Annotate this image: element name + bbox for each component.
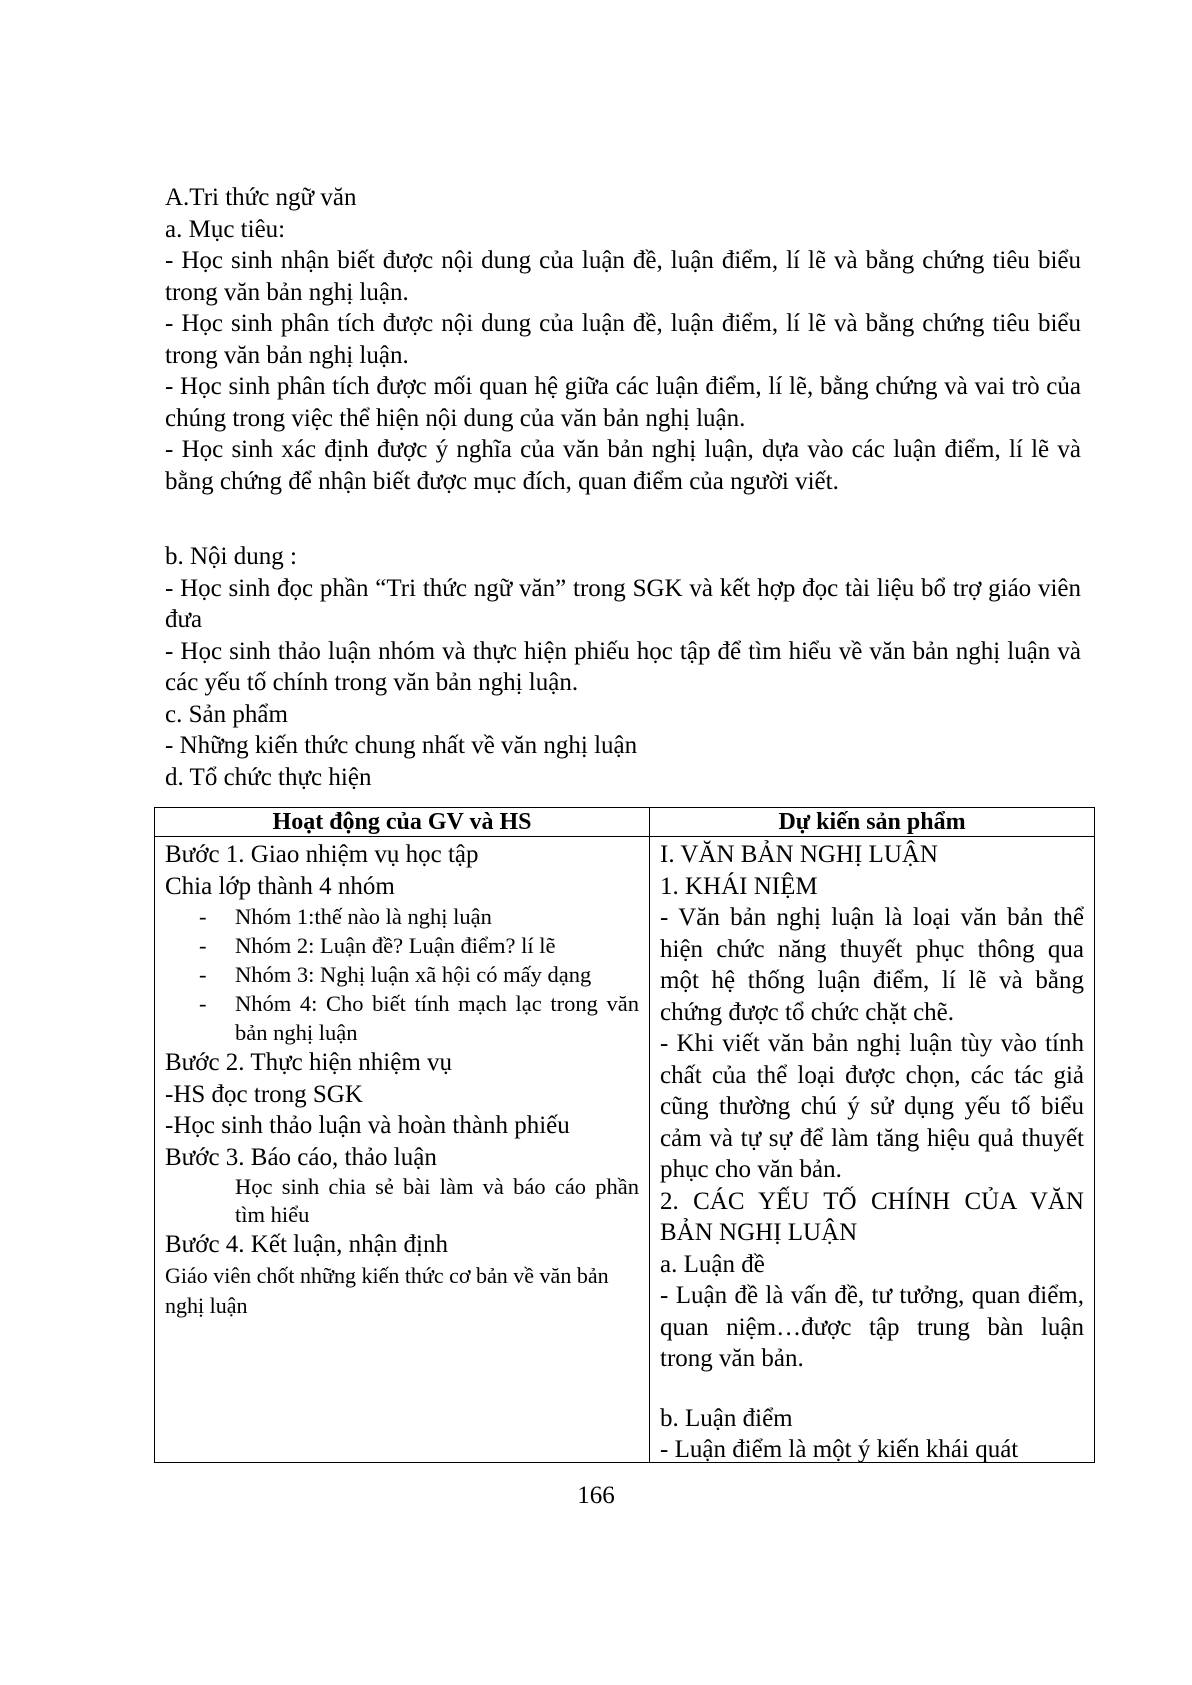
heading-concept: 1. KHÁI NIỆM [660,872,818,900]
step-2: Bước 2. Thực hiện nhiệm vụ [165,1049,453,1076]
task-discuss: -Học sinh thảo luận và hoàn thành phiếu [165,1112,570,1139]
table-header-row [155,808,1095,837]
task-read: -HS đọc trong SGK [165,1080,363,1108]
header-expected-products: Dự kiến sản phẩm [650,808,1095,837]
concept-text: - Khi viết văn bản nghị luận tùy vào tính chất của thể loại được chọn, các tác giả cũng thường chú ý sử dụng yếu tố biểu cảm và tự sự để làm tăng hiệu quả thuyết phục cho văn bản. [660,1030,1084,1183]
heading-main-elements: 2. CÁC YẾU TỐ CHÍNH CỦA VĂN BẢN NGHỊ LUẬN [660,1187,1084,1246]
content-item: - Học sinh đọc phần “Tri thức ngữ văn” trong SGK và kết hợp đọc tài liệu bổ trợ giáo viên đưa [165,574,1081,633]
organize-heading: d. Tổ chức thực hiện [165,763,372,791]
table-row [155,837,1095,1463]
divide-groups: Chia lớp thành 4 nhóm [165,872,395,900]
step-4: Bước 4. Kết luận, nhận định [165,1231,448,1258]
product-item: - Những kiến thức chung nhất về văn nghị luận [165,732,638,759]
content-item: - Học sinh thảo luận nhóm và thực hiện phiếu học tập để tìm hiểu về văn bản nghị luận và các yếu tố chính trong văn bản nghị luận. [165,637,1081,696]
header-activities: Hoạt động của GV và HS [155,808,650,837]
report-text: Học sinh chia sẻ bài làm và báo cáo phần tìm hiểu [235,1174,639,1227]
heading-argumentative-text: I. VĂN BẢN NGHỊ LUẬN [660,841,938,868]
intro-section [165,182,1081,793]
sub-heading-argument: b. Luận điểm [660,1404,793,1432]
group-item: - Nhóm 2: Luận đề? Luận điểm? lí lẽ [165,931,639,960]
step-1: Bước 1. Giao nhiệm vụ học tập [165,841,479,868]
objective-item: - Học sinh phân tích được mối quan hệ giữa các luận điểm, lí lẽ, bằng chứng và vai trò của chúng trong việc thể hiện nội dung của văn bản nghị luận. [165,373,1081,432]
argument-text: - Luận điểm là một ý kiến khái quát [660,1436,1019,1463]
thesis-text: - Luận đề là vấn đề, tư tưởng, quan điểm, quan niệm…được tập trung bàn luận trong văn bản. [660,1282,1084,1372]
step-3: Bước 3. Báo cáo, thảo luận [165,1143,437,1171]
objective-heading: a. Mục tiêu: [165,215,286,243]
spacer [660,1375,1084,1403]
group-item: - Nhóm 3: Nghị luận xã hội có mấy dạng [165,960,639,989]
objective-item: - Học sinh phân tích được nội dung của luận đề, luận điểm, lí lẽ và bằng chứng tiêu biểu trong văn bản nghị luận. [165,310,1081,369]
concept-text: - Văn bản nghị luận là loại văn bản thể hiện chức năng thuyết phục thông qua một hệ thống luận điểm, lí lẽ và bằng chứng được tổ chức chặt chẽ. [660,904,1084,1026]
sub-heading-thesis: a. Luận đề [660,1250,765,1278]
group-item: - Nhóm 1:thế nào là nghị luận [165,902,639,931]
group-list [165,902,639,1047]
objective-item: - Học sinh xác định được ý nghĩa của văn bản nghị luận, dựa vào các luận điểm, lí lẽ và bằng chứng để nhận biết được mục đích, quan điểm của người viết. [165,436,1081,495]
conclusion-text: Giáo viên chốt những kiến thức cơ bản về văn bản nghị luận [165,1262,609,1318]
content-heading: b. Nội dung : [165,543,297,570]
group-item: - Nhóm 4: Cho biết tính mạch lạc trong văn bản nghị luận [165,989,639,1047]
page-number: 166 [577,1482,615,1509]
product-heading: c. Sản phẩm [165,700,288,728]
section-title: A.Tri thức ngữ văn [165,184,357,211]
objective-item: - Học sinh nhận biết được nội dung của luận đề, luận điểm, lí lẽ và bằng chứng tiêu biểu trong văn bản nghị luận. [165,247,1081,306]
products-cell [650,837,1095,1463]
spacer [165,497,1081,541]
products-content [660,839,1084,1463]
activity-table [154,807,1095,1463]
activities-cell [155,837,650,1463]
